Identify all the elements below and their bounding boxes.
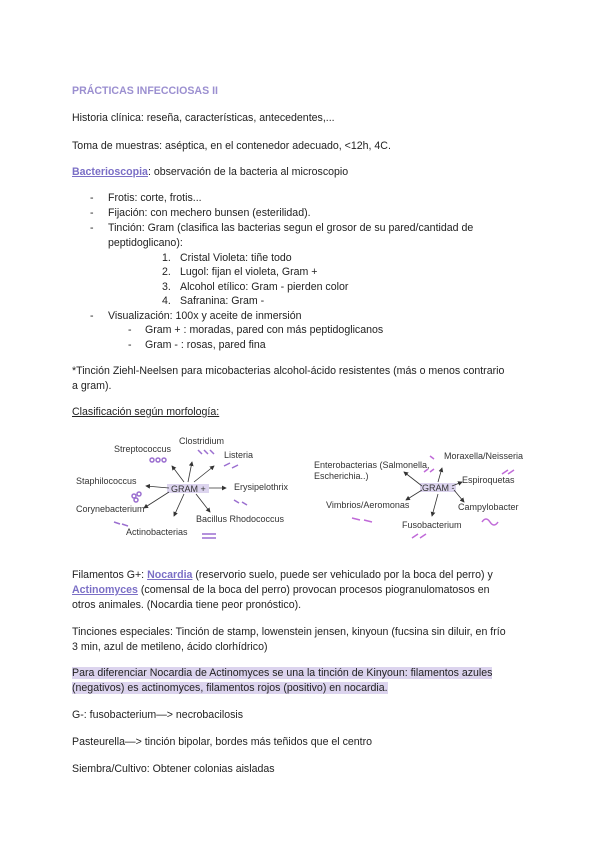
bullet-dash: - [128,339,132,351]
label-moraxella: Moraxella/Neisseria [444,451,524,461]
gram-positive-diagram [74,430,304,545]
sub-num: 4. [162,295,171,307]
bacterioscopia-text: : observación de la bacteria al microscopio [147,166,349,178]
bullet-dash: - [90,192,94,204]
diferenciar-highlight-1: Para diferenciar Nocardia de Actinomyces se una la tinción de Kinyoun: filamentos azules [72,667,493,679]
sub-step-2: Lugol: fijan el violeta, Gram + [180,266,318,278]
label-fusobacterium: Fusobacterium [402,520,462,530]
sub-step-3: Alcohol etílico: Gram - pierden color [180,281,349,293]
label-erysipelothrix: Erysipelothrix [234,482,289,492]
label-actinobacterias: Actinobacterias [126,527,188,537]
sub-step-1: Cristal Violeta: tiñe todo [180,252,292,264]
ziehl-line: *Tinción Ziehl-Neelsen para micobacterias alcohol-ácido resistentes (más o menos contrario [72,365,505,377]
sub-num: 2. [162,266,171,278]
filamentos-line-2 [72,584,490,596]
label-escherichia: Escherichia..) [314,471,369,481]
bullet-dash: - [90,222,94,234]
tincion-item-cont: peptidoglicano): [108,237,183,249]
clasificacion-heading: Clasificación según morfología: [72,406,220,418]
bacterioscopia-link[interactable]: Bacterioscopia [72,166,148,178]
tinciones-line: Tinciones especiales: Tinción de stamp, lowenstein jensen, kinyoun (fucsina sin diluir, en frío [72,626,506,638]
bullet-dash: - [90,310,94,322]
bacterioscopia-line [72,164,530,180]
frotis-item: Frotis: corte, frotis... [108,192,202,204]
filamentos-text-1: (reservorio suelo, puede ser vehiculado por la boca del perro) y [192,569,493,581]
historia-line: Historia clínica: reseña, características, antecedentes,... [72,112,335,124]
label-clostridium: Clostridium [179,436,225,446]
bullet-dash: - [128,324,132,336]
gram-neg-item: Gram - : rosas, pared fina [145,339,266,351]
gram-negative-diagram [312,446,532,541]
label-campylobacter: Campylobacter [458,502,519,512]
page-title: PRÁCTICAS INFECCIOSAS II [72,85,218,97]
toma-line: Toma de muestras: aséptica, en el contenedor adecuado, <12h, 4C. [72,140,391,152]
label-listeria: Listeria [224,450,254,460]
bullet-dash: - [90,207,94,219]
siembra-line: Siembra/Cultivo: Obtener colonias aisladas [72,763,275,775]
label-espiroquetas: Espiroquetas [462,475,515,485]
fijacion-item: Fijación: con mechero bunsen (esterilidad). [108,207,311,219]
label-corynebacterium: Corynebacterium [76,504,145,514]
actinomyces-link[interactable]: Actinomyces [72,584,138,596]
filamentos-lead: Filamentos G+: [72,569,148,581]
label-streptococcus: Streptococcus [114,444,172,454]
visualizacion-item: Visualización: 100x y aceite de inmersión [108,310,302,322]
filamentos-line-1 [72,569,493,581]
label-bacillus-rhodococcus: Bacillus Rhodococcus [196,514,285,524]
gram-neg-center: GRAM - [422,483,455,493]
tincion-item: Tinción: Gram (clasifica las bacterias segun el grosor de su pared/cantidad de [108,222,474,234]
label-staphilococcus: Staphilococcus [76,476,137,486]
sub-step-4: Safranina: Gram - [180,295,265,307]
gneg-line: G-: fusobacterium—> necrobacilosis [72,709,244,721]
gram-pos-center: GRAM + [171,484,206,494]
gram-pos-item: Gram + : moradas, pared con más peptidoglicanos [145,324,384,336]
filamentos-text-2: (comensal de la boca del perro) provocan procesos piogranulomatosos en [137,584,490,596]
filamentos-line-3: otros animales. (Nocardia tiene peor pronóstico). [72,599,302,611]
label-enterobacterias: Enterobacterias (Salmonella, [314,460,430,470]
tinciones-line-cont: 3 min, azul de metileno, ácido clorhídrico) [72,641,268,653]
sub-num: 1. [162,252,171,264]
diferenciar-highlight-2: (negativos) es actinomyces, filamentos rojos (positivo) en nocardia. [72,682,388,694]
ziehl-line-cont: a gram). [72,380,112,392]
nocardia-link[interactable]: Nocardia [147,569,193,581]
label-vimbrios: Vimbrios/Aeromonas [326,500,410,510]
sub-num: 3. [162,281,171,293]
pasteurella-line: Pasteurella—> tinción bipolar, bordes más teñidos que el centro [72,736,373,748]
bacteria-doodles [114,450,247,538]
